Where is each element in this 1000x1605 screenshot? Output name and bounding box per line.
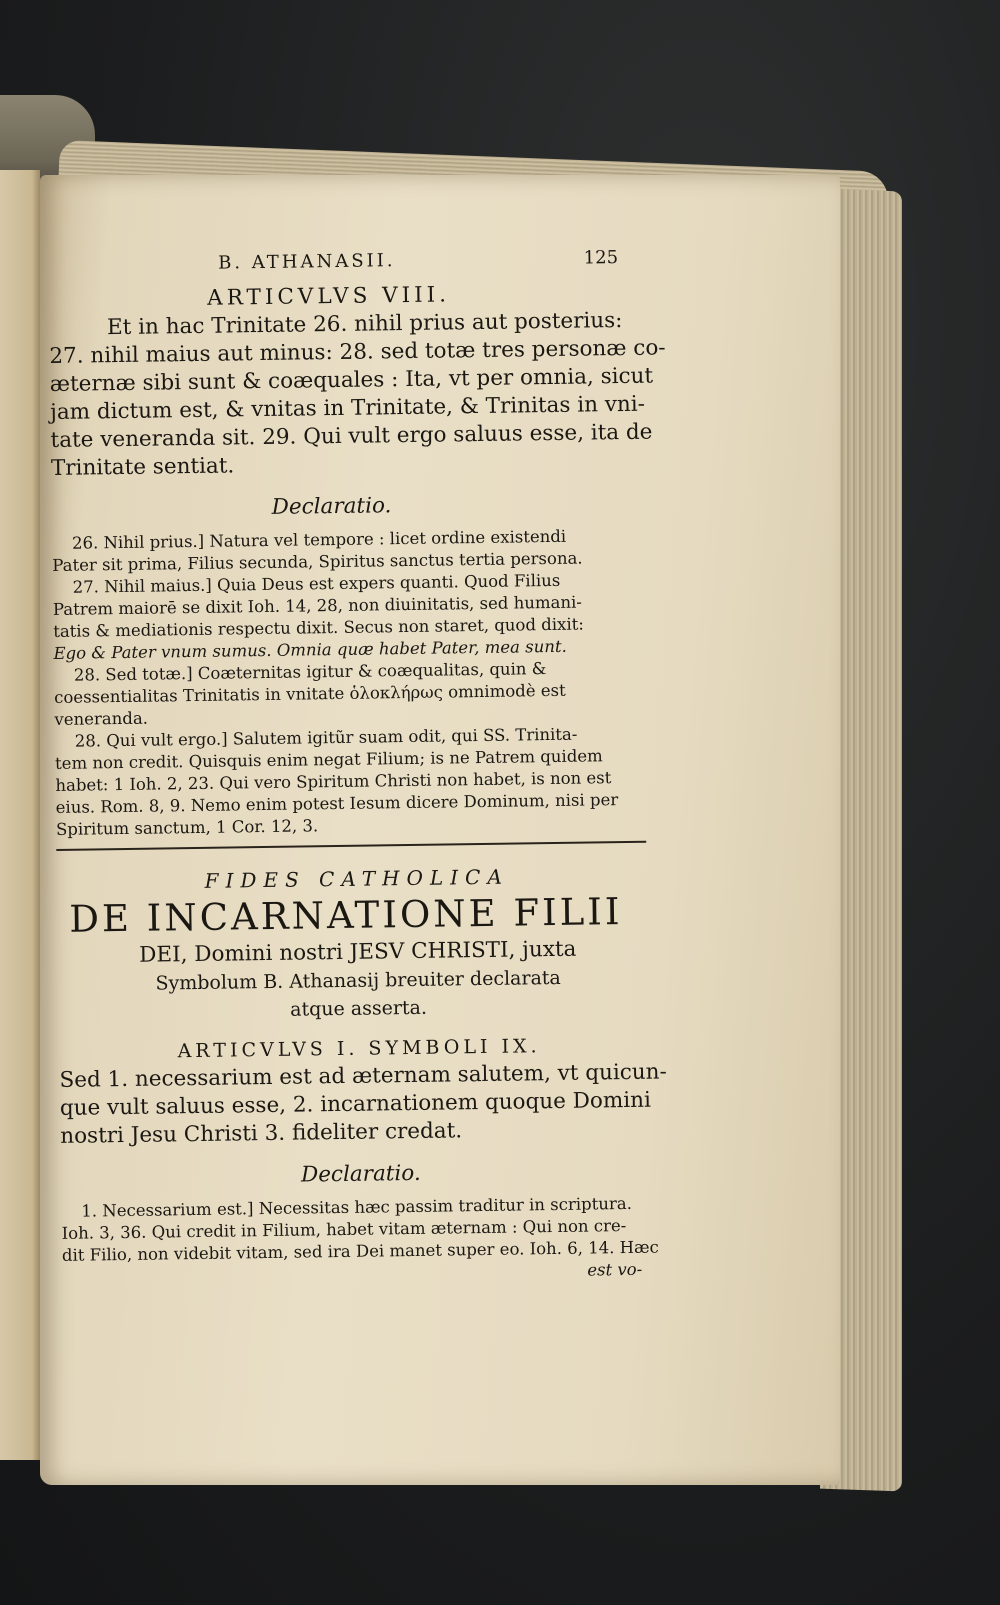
title-line: Symbolum B. Athanasij breuiter declarata bbox=[155, 966, 561, 995]
fides-heading: FIDES CATHOLICA bbox=[204, 864, 510, 893]
section-title: DE INCARNATIONE FILII bbox=[68, 890, 623, 941]
note-line: 28. Sed totæ.] Coæternitas igitur & coæqualitas, quin & bbox=[73, 659, 547, 685]
left-page-edge bbox=[0, 170, 40, 1460]
note-line: eius. Rom. 8, 9. Nemo enim potest Iesum dicere Dominum, nisi per bbox=[55, 790, 619, 817]
note-line: 28. Qui vult ergo.] Salutem igitũr suam odit, qui SS. Trinita- bbox=[74, 724, 578, 751]
article-line: Trinitate sentiat. bbox=[50, 453, 235, 481]
note-line: Spiritum sanctum, 1 Cor. 12, 3. bbox=[55, 816, 319, 839]
catchword: est vo- bbox=[587, 1259, 643, 1280]
note-line: Pater sit prima, Filius secunda, Spiritus sanctus tertia persona. bbox=[52, 548, 583, 575]
title-line: atque asserta. bbox=[290, 996, 428, 1021]
article-i-text bbox=[59, 1059, 667, 1151]
article-line: æternæ sibi sunt & coæquales : Ita, vt per omnia, sicut bbox=[49, 363, 654, 397]
page-text bbox=[48, 247, 667, 1289]
declaratio-heading: Declaratio. bbox=[300, 1160, 421, 1188]
article-line: Sed 1. necessarium est ad æternam salutem, vt quicun- bbox=[59, 1059, 667, 1093]
note-line: dit Filio, non videbit vitam, sed ira Dei manet super eo. Ioh. 6, 14. Hæc bbox=[61, 1237, 659, 1265]
note-line: habet: 1 Ioh. 2, 23. Qui vero Spiritum Christi non habet, is non est bbox=[55, 768, 612, 795]
note-line: Patrem maiorē se dixit Ioh. 14, 28, non diuinitatis, sed humani- bbox=[52, 592, 582, 619]
note-line: tem non credit. Quisquis enim negat Filium; is ne Patrem quidem bbox=[54, 746, 603, 773]
section-rule bbox=[56, 841, 646, 851]
note-line: Ego & Pater vnum sumus. Omnia quæ habet Pater, mea sunt. bbox=[53, 636, 567, 663]
article-line: nostri Jesu Christi 3. fideliter credat. bbox=[60, 1118, 463, 1149]
note-line: coessentialitas Trinitatis in vnitate ὁλοκλήρως omnimodè est bbox=[54, 680, 566, 707]
note-line: 1. Necessarium est.] Necessitas hæc passim traditur in scriptura. bbox=[81, 1193, 632, 1221]
declaratio-notes-2 bbox=[61, 1193, 662, 1267]
note-line: veneranda. bbox=[54, 708, 149, 729]
article-line: Et in hac Trinitate 26. nihil prius aut posterius: bbox=[106, 307, 623, 341]
page-number: 125 bbox=[583, 247, 619, 269]
article-viii-text bbox=[49, 307, 666, 483]
declaratio-notes bbox=[52, 525, 656, 841]
running-head-title: B. ATHANASII. bbox=[217, 250, 396, 274]
note-line: tatis & mediationis respectu dixit. Secus non staret, quod dixit: bbox=[53, 614, 584, 641]
article-line: 27. nihil maius aut minus: 28. sed totæ tres personæ co- bbox=[49, 335, 666, 369]
article-line: jam dictum est, & vnitas in Trinitate, & Trinitas in vni- bbox=[50, 391, 646, 425]
article-heading-i: ARTICVLVS I. SYMBOLI IX. bbox=[177, 1035, 541, 1063]
note-line: 26. Nihil prius.] Natura vel tempore : licet ordine existendi bbox=[71, 526, 567, 553]
article-heading-viii: ARTICVLVS VIII. bbox=[207, 282, 451, 311]
article-line: que vult saluus esse, 2. incarnationem quoque Domini bbox=[59, 1087, 652, 1121]
declaratio-heading: Declaratio. bbox=[271, 493, 392, 520]
title-line: DEI, Domini nostri JESV CHRISTI, juxta bbox=[139, 936, 577, 968]
note-line: Ioh. 3, 36. Qui credit in Filium, habet vitam æternam : Qui non cre- bbox=[61, 1216, 627, 1243]
note-line: 27. Nihil maius.] Quia Deus est expers quanti. Quod Filius bbox=[72, 570, 561, 597]
article-line: tate veneranda sit. 29. Qui vult ergo saluus esse, ita de bbox=[50, 419, 653, 453]
